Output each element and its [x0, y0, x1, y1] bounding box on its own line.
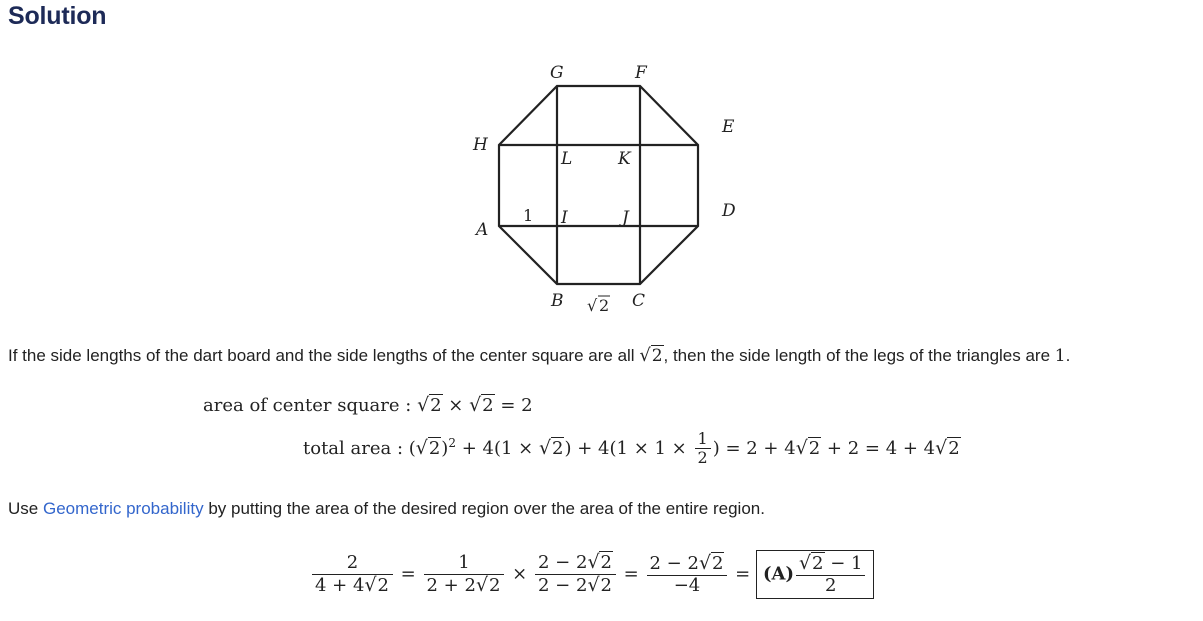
- f1-den: 4 + 4√2: [312, 574, 393, 597]
- paragraph-geometric-probability: [8, 499, 765, 519]
- total-term3-post: ): [712, 437, 720, 459]
- total-area-label: total area :: [303, 437, 404, 459]
- paragraph-side-lengths: [8, 345, 1070, 366]
- octagon-outline: [499, 86, 698, 284]
- para1-text-before: If the side lengths of the dart board and the side lengths of the center square are all: [8, 346, 640, 365]
- label-f: F: [635, 63, 647, 83]
- label-c: C: [632, 291, 646, 311]
- root-two-radicand: 2: [599, 296, 610, 315]
- f3-den: 2 − 2√2: [535, 574, 616, 597]
- final-eq2: =: [623, 563, 639, 585]
- area-center-times: ×: [448, 395, 464, 416]
- equation-area-center-square: area of center square : √2 × √2 = 2: [203, 394, 533, 416]
- label-side-one: 1: [523, 206, 534, 225]
- total-term3-pre: + 4(1 × 1 ×: [577, 437, 687, 459]
- total-result-pre: = 2 + 4: [725, 437, 796, 459]
- final-fraction-1: [312, 553, 393, 596]
- f5-den: 2: [796, 575, 865, 597]
- area-center-r1: 2: [430, 395, 442, 416]
- area-center-label: area of center square :: [203, 395, 412, 416]
- label-b: B: [551, 291, 564, 311]
- para2-text-after: by putting the area of the desired region over the area of the entire region.: [203, 499, 765, 518]
- label-a: A: [476, 220, 489, 240]
- f3-num-radicand: 2: [600, 552, 612, 574]
- f4-num-pre: 2 − 2: [649, 553, 699, 574]
- label-l: L: [561, 149, 573, 169]
- final-eq1: =: [400, 563, 416, 585]
- f1-den-pre: 4 + 4: [315, 574, 365, 596]
- equation-total-area: total area : $(√2)^2 + 4(1 \times √2) + 4(1 \times 1$ × $\frac{1}{2}$ ) = 2 + 4√2 + 2 = 4 + 4√2: [303, 429, 960, 468]
- f2-den-pre: 2 + 2: [426, 574, 476, 596]
- total-close: ): [441, 437, 449, 459]
- total-frac-num: 1: [697, 429, 708, 448]
- label-e: E: [722, 117, 735, 137]
- total-open: (: [408, 437, 416, 459]
- area-center-result: = 2: [500, 395, 533, 416]
- total-term2-post: ): [564, 437, 572, 459]
- final-fraction-5: [796, 553, 865, 596]
- label-i: I: [561, 208, 568, 228]
- area-center-r2: 2: [482, 395, 494, 416]
- f3-den-radicand: 2: [600, 575, 612, 597]
- final-fraction-3: [535, 552, 616, 596]
- label-k: K: [618, 149, 631, 169]
- total-r2: 2: [552, 437, 564, 459]
- f5-num: √2 − 1: [799, 552, 863, 574]
- label-h: H: [473, 135, 488, 155]
- final-fraction-2: [424, 553, 505, 596]
- total-exp: 2: [448, 435, 456, 450]
- para2-text-before: Use: [8, 499, 43, 518]
- total-frac-den: 2: [695, 448, 711, 467]
- final-times: ×: [512, 563, 528, 585]
- f4-den: −4: [647, 575, 728, 597]
- total-fraction: [695, 430, 711, 468]
- f3-num: 2 − 2√2: [538, 551, 612, 574]
- total-term2-pre: + 4(1 ×: [461, 437, 534, 459]
- root-two-symbol: √: [587, 296, 598, 315]
- para1-text-middle: , then the side length of the legs of the triangles are: [663, 346, 1055, 365]
- total-r4: 2: [948, 437, 960, 459]
- f2-den-radicand: 2: [488, 574, 501, 596]
- final-eq3: =: [735, 563, 751, 585]
- total-result-mid: + 2 = 4 + 4: [826, 437, 936, 459]
- f1-num: 2: [346, 552, 359, 573]
- f2-den: 2 + 2√2: [424, 574, 505, 597]
- para1-text-after: .: [1065, 346, 1071, 365]
- final-fraction-4: [647, 553, 728, 596]
- solution-heading: Solution: [8, 2, 107, 30]
- label-j: J: [622, 208, 629, 228]
- f4-num: 2 − 2√2: [649, 552, 724, 574]
- label-d: D: [722, 201, 736, 221]
- f2-num: 1: [458, 552, 470, 573]
- para1-value: 1: [1054, 346, 1066, 366]
- octagon-dart-board-figure: [465, 58, 745, 318]
- equation-final: [310, 550, 874, 599]
- para1-sqrt-radicand: 2: [651, 346, 663, 366]
- para1-sqrt: √2: [639, 345, 663, 366]
- f5-num-radicand: 2: [812, 553, 824, 574]
- label-root-two: [587, 296, 610, 315]
- total-r3: 2: [808, 437, 821, 459]
- final-answer-box: [756, 550, 874, 599]
- answer-label: (A): [763, 563, 794, 585]
- label-g: G: [550, 63, 564, 83]
- geometric-probability-link[interactable]: Geometric probability: [42, 499, 204, 518]
- f5-num-post: − 1: [824, 553, 863, 574]
- f3-num-pre: 2 − 2: [538, 552, 588, 574]
- total-r1: 2: [428, 437, 441, 459]
- f4-num-radicand: 2: [711, 553, 724, 574]
- f1-den-radicand: 2: [377, 574, 389, 596]
- f3-den-pre: 2 − 2: [538, 575, 588, 597]
